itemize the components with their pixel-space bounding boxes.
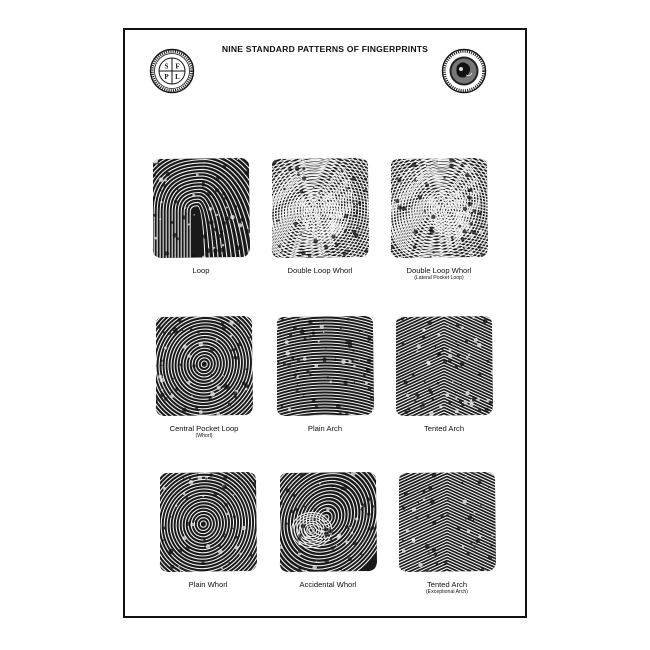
pattern-card-loop [146,156,256,275]
pattern-label: Tented Arch [426,580,468,589]
pattern-card-tented-arch [389,314,499,433]
organization-seal-right [441,48,487,94]
fingerprint-image [387,156,491,260]
fingerprint-poster [123,28,527,618]
pattern-sublabel: (Lateral Pocket Loop) [414,275,464,281]
pattern-label: Accidental Whorl [299,580,357,589]
svg-text:S: S [164,62,169,71]
pattern-label: Double Loop Whorl [287,266,353,275]
fingerprint-image [152,314,256,418]
fingerprint-image [276,470,380,574]
fingerprint-image [149,156,253,260]
pattern-card-central-pocket-loop [149,314,259,439]
fingerprint-image [392,314,496,418]
pattern-label: Loop [192,266,210,275]
pattern-card-accidental-whorl [273,470,383,589]
svg-text:P: P [164,73,169,81]
pattern-sublabel: (Whorl) [195,433,213,439]
pattern-label: Double Loop Whorl [406,266,472,275]
pattern-label: Plain Arch [307,424,343,433]
pattern-card-double-loop-whorl-lateral [384,156,494,281]
pattern-label: Central Pocket Loop [169,424,239,433]
fingerprint-image [268,156,372,260]
pattern-card-plain-arch [270,314,380,433]
svg-text:L: L [175,73,180,81]
pattern-label: Tented Arch [423,424,465,433]
fingerprint-image [395,470,499,574]
pattern-card-double-loop-whorl [265,156,375,275]
fingerprint-image [156,470,260,574]
svg-text:F: F [175,62,180,71]
organization-seal-left [149,48,195,94]
fingerprint-image [273,314,377,418]
poster-title: NINE STANDARD PATTERNS OF FINGERPRINTS [221,44,429,54]
pattern-card-plain-whorl [153,470,263,589]
pattern-sublabel: (Exceptional Arch) [425,589,469,595]
pattern-card-tented-arch-exceptional [392,470,502,595]
pattern-label: Plain Whorl [188,580,228,589]
